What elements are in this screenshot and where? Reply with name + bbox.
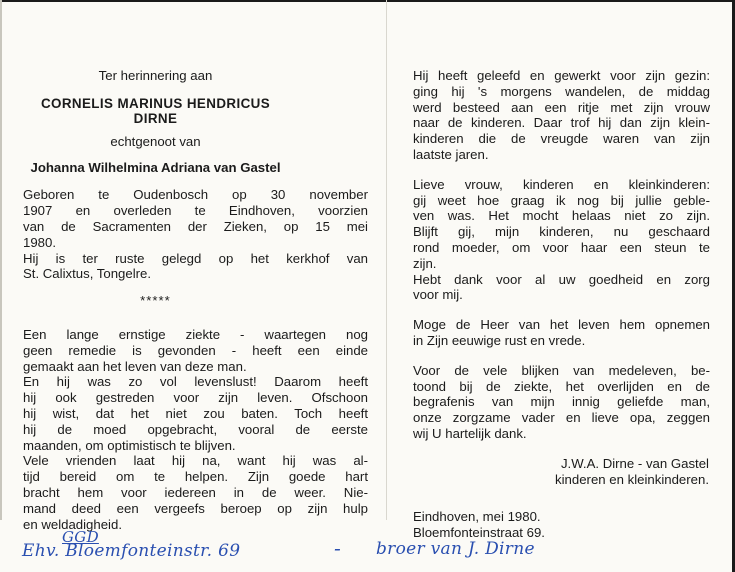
burial-line: Hij is ter ruste gelegd op het kerkhof van: [23, 250, 368, 266]
prayer-paragraph: [413, 317, 710, 349]
illness-line: tijd bereid om te helpen. Zijn goede hart: [23, 469, 368, 485]
spouse-label: echtgenoot van: [110, 133, 201, 149]
thanks-line: onze zorgzame vader en lieve opa, zeggen: [413, 410, 710, 426]
burial-line: St. Calixtus, Tongelre.: [23, 266, 152, 282]
illness-line: hij wist, dat het niet zou baten. Toch heeft: [23, 405, 368, 421]
thanks-line: begrafenis van mijn innig geliefde man,: [413, 394, 710, 410]
thanks-paragraph: [413, 363, 710, 442]
left-panel: [23, 68, 368, 532]
farewell-line: zijn.: [413, 255, 437, 271]
thanks-line: toond bij de ziekte, het overlijden en de: [413, 378, 710, 394]
life-paragraph: [413, 68, 710, 163]
bio-line: van de Sacramenten der Zieken, op 15 mei: [23, 218, 368, 234]
farewell-line: voor mij.: [413, 287, 463, 303]
farewell-paragraph: [413, 177, 710, 303]
deceased-name-line2: DIRNE: [133, 111, 178, 127]
street-address: Bloemfonteinstraat 69.: [413, 525, 545, 541]
place-date: Eindhoven, mei 1980.: [413, 509, 541, 525]
signature-names: J.W.A. Dirne - van Gastel: [560, 455, 709, 471]
illness-line: maanden, om optimistisch te blijven.: [23, 437, 236, 453]
illness-line: En hij was zo vol levenslust! Daarom heeft: [23, 374, 368, 390]
scan-edge-left: [0, 0, 2, 520]
illness-line: en weldadigheid.: [23, 516, 122, 532]
life-line: Hij heeft geleefd en gewerkt voor zijn gezin:: [413, 68, 710, 83]
farewell-line: Lieve vrouw, kinderen en kleinkinderen:: [413, 176, 710, 192]
illness-line: hij ook gestreden voor zijn leven. Ofschoon: [23, 390, 368, 406]
handwritten-dash: -: [334, 536, 342, 560]
thanks-line: Voor de vele blijken van medeleven, be-: [413, 362, 710, 378]
life-line: ging hij 's morgens wandelen, de middag: [413, 83, 710, 99]
prayer-line: Moge de Heer van het leven hem opnemen: [413, 317, 710, 333]
bio-line: 1907 en overleden te Eindhoven, voorzien: [23, 203, 368, 219]
illness-line: geen remedie is gevonden - heeft een einde: [23, 342, 368, 358]
right-panel: [413, 68, 710, 541]
life-line: naar de kinderen. Daar trof hij dan zijn klein-: [413, 115, 710, 131]
scan-edge-top: [0, 0, 735, 2]
bio-paragraph: [23, 187, 368, 282]
bio-line: 1980.: [23, 234, 57, 250]
farewell-line: Blijft gij, mijn kinderen, nu geschaard: [413, 224, 710, 240]
farewell-line: gij weet hoe graag ik nog bij jullie geble-: [413, 192, 710, 208]
illness-line: mand deed een vergeefs beroep op zijn hulp: [23, 500, 368, 516]
memorial-heading: Ter herinnering aan: [98, 68, 213, 83]
farewell-line: ven was. Het mocht helaas niet zo zijn.: [413, 208, 710, 224]
signature-family: kinderen en kleinkinderen.: [555, 471, 709, 487]
card-fold-line: [386, 0, 387, 520]
illness-paragraph: [23, 327, 368, 532]
deceased-name-line1: CORNELIS MARINUS HENDRICUS: [40, 95, 271, 111]
handwritten-relation-note: broer van J. Dirne: [376, 539, 535, 559]
life-line: laatste jaren.: [413, 146, 489, 162]
farewell-line: Hebt dank voor al uw goedheid en zorg: [413, 271, 710, 287]
life-line: werd besteed aan een ritje met zijn vrouw: [413, 99, 710, 115]
illness-line: gemaakt aan het leven van deze man.: [23, 358, 247, 374]
illness-line: Vele vrienden laat hij na, want hij was al-: [23, 453, 368, 469]
spouse-name: Johanna Wilhelmina Adriana van Gastel: [30, 159, 281, 175]
illness-line: bracht hem voor iedereen in de weer. Nie-: [23, 484, 368, 500]
prayer-line: in Zijn eeuwige rust en vrede.: [413, 332, 586, 348]
handwritten-address: Ehv. Bloemfonteinstr. 69: [22, 541, 241, 561]
illness-line: hij de moed opgebracht, vooral de eerste: [23, 421, 368, 437]
life-line: kinderen die de vreugde waren van zijn: [413, 131, 710, 147]
handwritten-initials: GGD: [62, 528, 99, 546]
bio-line: Geboren te Oudenbosch op 30 november: [23, 187, 368, 203]
section-divider-stars: *****: [140, 293, 171, 309]
thanks-line: wij U hartelijk dank.: [413, 425, 527, 441]
farewell-line: rond moeder, om voor haar een steun te: [413, 239, 710, 255]
illness-line: Een lange ernstige ziekte - waartegen nog: [23, 326, 368, 342]
